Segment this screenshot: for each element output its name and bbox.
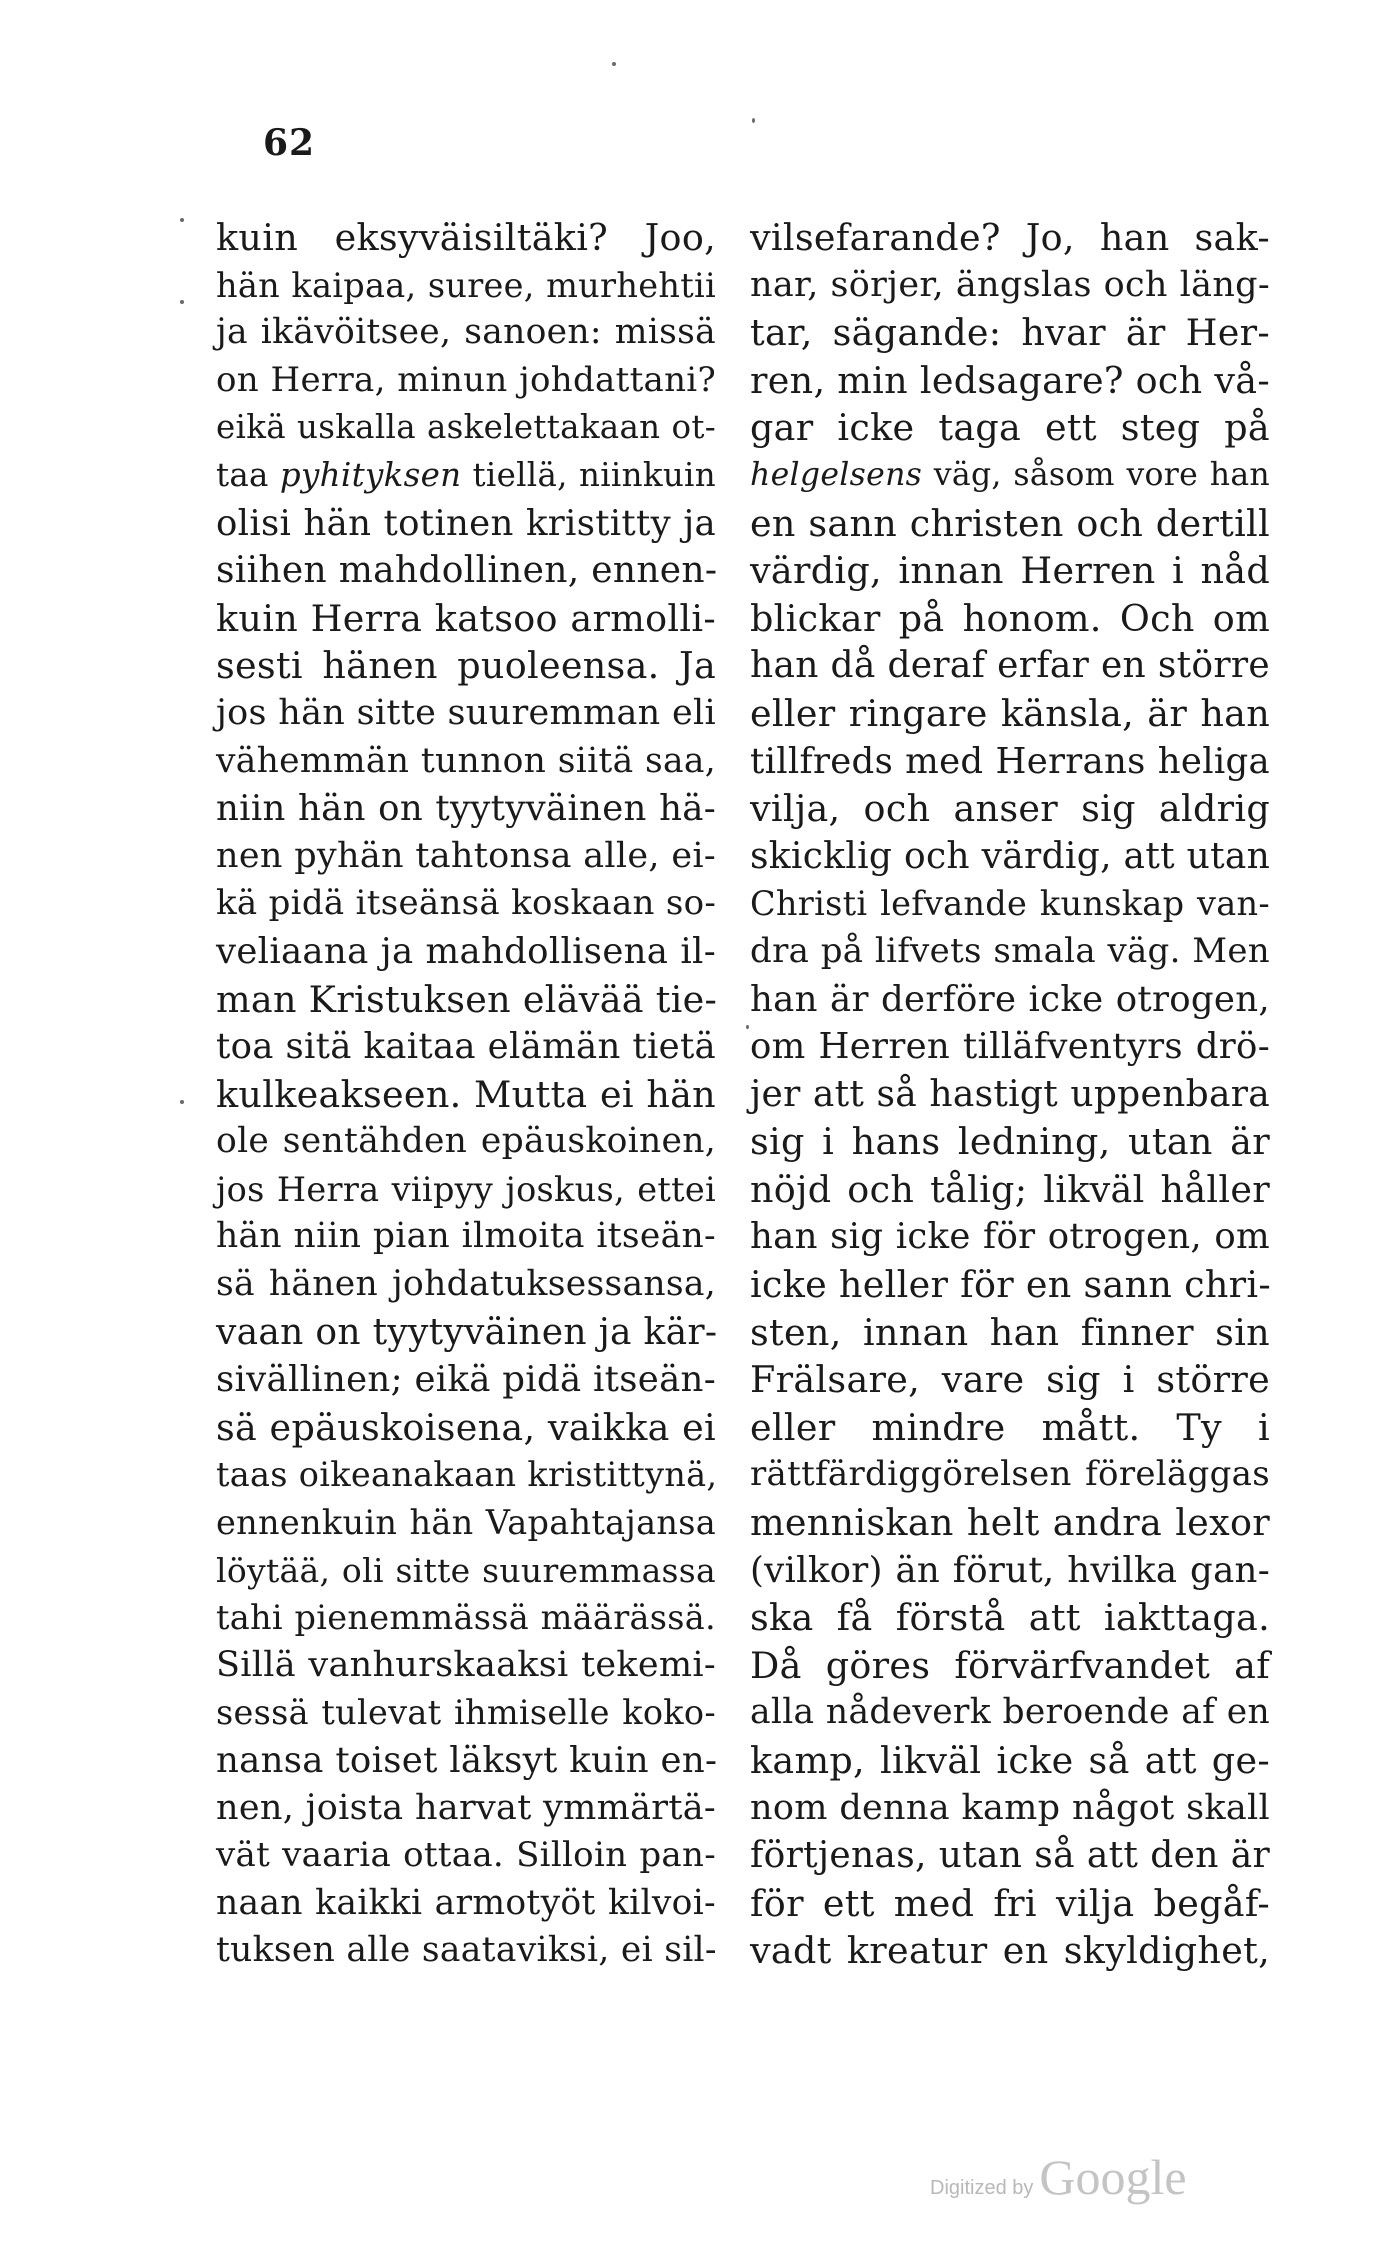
text-line: veliaana ja mahdollisena il- [216,930,716,972]
text-line: vilja, och anser sig aldrig [750,787,1270,831]
text-line: han sig icke för otrogen, om [750,1216,1270,1258]
text-line: nen, joista harvat ymmärtä- [216,1787,716,1828]
text-line: vilsefarande? Jo, han sak- [750,216,1270,259]
text-line: jos hän sitte suuremman eli [216,692,716,733]
digitized-by-google-watermark [930,2148,1187,2206]
text-line: kuin Herra katsoo armolli- [216,596,716,640]
text-line: rättfärdiggörelsen föreläggas [750,1454,1270,1495]
text-line: en sann christen och dertill [750,501,1270,545]
text-line: hän kaipaa, suree, murhehtii [216,265,716,305]
scan-speck [752,118,755,123]
text-line: jer att så hastigt uppenbara [750,1073,1270,1115]
text-line: icke heller för en sann chri- [750,1263,1272,1307]
text-line: taa pyhityksen tiellä, niinkuin [216,455,716,494]
text-line: nar, sörjer, ängslas och läng- [750,264,1270,305]
text-line: dra på lifvets smala väg. Men [750,930,1270,971]
text-line: jos Herra viipyy joskus, ettei [216,1169,716,1209]
text-line: ole sentähden epäuskoinen, [216,1121,716,1162]
text-line: man Kristuksen elävää tie- [216,977,718,1021]
text-line: kamp, likväl icke så att ge- [750,1739,1270,1782]
text-line: alla nådeverk beroende af en [750,1692,1270,1733]
text-line: siihen mahdollinen, ennen- [216,550,718,592]
text-line: vaan on tyytyväinen ja kär- [216,1311,718,1353]
right-column-swedish-text [750,214,1270,1975]
text-line: sten, innan han finner sin [750,1310,1270,1354]
scan-speck [746,1025,749,1029]
text-line: ja ikävöitsee, sanoen: missä [216,312,716,353]
text-line: ren, min ledsagare? och vå- [750,358,1270,402]
text-line: tillfreds med Herrans heliga [750,740,1270,782]
text-line: löytää, oli sitte suuremmassa [216,1550,716,1590]
text-line: menniskan helt andra lexor [750,1501,1270,1545]
scan-speck [612,62,616,66]
google-logo: Google [1039,2149,1187,2205]
text-line: sä epäuskoisena, vaikka ei [216,1405,716,1449]
text-line: nom denna kamp något skall [750,1787,1270,1828]
text-line: sesti hänen puoleensa. Ja [216,644,716,688]
text-line: sä hänen johdatuksessansa, [216,1264,716,1305]
text-line: niin hän on tyytyväinen hä- [216,788,716,830]
text-line: naan kaikki armotyöt kilvoi- [216,1882,716,1923]
text-line: olisi hän totinen kristitty ja [216,502,716,544]
text-line: Christi lefvande kunskap van- [750,884,1270,924]
text-line: on Herra, minun johdattani? [216,359,716,400]
text-line: vät vaaria ottaa. Silloin pan- [216,1835,716,1876]
scan-speck [180,218,184,222]
italic-term: helgelsens [750,456,923,493]
scan-speck [180,1100,184,1104]
digitized-by-text: Digitized by [930,2177,1034,2199]
text-line: nöjd och tålig; likväl håller [750,1167,1270,1211]
text-line: Då göres förvärfvandet af [750,1643,1270,1687]
text-line: kuin eksyväisiltäki? Joo, [216,216,716,259]
text-line: eller ringare känsla, är han [750,691,1270,735]
text-line: nansa toiset läksyt kuin en- [216,1740,718,1781]
text-line: eller mindre mått. Ty i [750,1405,1270,1449]
text-line: vähemmän tunnon siitä saa, [216,740,716,781]
text-line: om Herren tilläfventyrs drö- [750,1026,1270,1068]
text-line: skicklig och värdig, att utan [750,835,1271,877]
text-line: för ett med fri vilja begåf- [750,1881,1270,1925]
text-line: (vilkor) än förut, hvilka gan- [750,1549,1270,1591]
text-line: tahi pienemmässä määrässä. [216,1598,716,1638]
text-line: hän niin pian ilmoita itseän- [216,1216,716,1257]
text-line: vadt kreatur en skyldighet, [750,1929,1270,1973]
text-line: Frälsare, vare sig i större [750,1358,1270,1402]
text-line: blickar på honom. Och om [750,596,1270,640]
text-line: sivällinen; eikä pidä itseän- [216,1359,716,1401]
left-column-finnish-text [216,214,716,1975]
text-line: han då deraf erfar en större [750,645,1270,687]
scan-speck [180,300,184,304]
text-line: helgelsens väg, såsom vore han [750,456,1270,493]
text-line: ennenkuin hän Vapahtajansa [216,1503,716,1543]
text-line: han är derföre icke otrogen, [750,978,1270,1020]
text-line: tuksen alle saataviksi, ei sil- [216,1930,717,1971]
page-number: 62 [263,122,316,164]
text-line: toa sitä kaitaa elämän tietä [216,1026,716,1068]
italic-term: pyhityksen [279,455,462,494]
text-line: ska få förstå att iakttaga. [750,1596,1270,1640]
text-line: kä pidä itseänsä koskaan so- [216,883,717,924]
text-line: gar icke taga ett steg på [750,406,1270,450]
text-line: sessä tulevat ihmiselle koko- [216,1693,716,1733]
text-line: förtjenas, utan så att den är [750,1835,1270,1877]
text-line: kulkeakseen. Mutta ei hän [216,1072,716,1116]
text-line: sig i hans ledning, utan är [750,1120,1270,1164]
text-line: taas oikeanakaan kristittynä, [216,1455,718,1495]
text-line: Sillä vanhurskaaksi tekemi- [216,1644,716,1685]
text-line: eikä uskalla askelettakaan ot- [216,408,716,447]
text-line: nen pyhän tahtonsa alle, ei- [216,835,716,876]
text-line: värdig, innan Herren i nåd [750,549,1270,593]
text-line: tar, sägande: hvar är Her- [750,311,1270,355]
